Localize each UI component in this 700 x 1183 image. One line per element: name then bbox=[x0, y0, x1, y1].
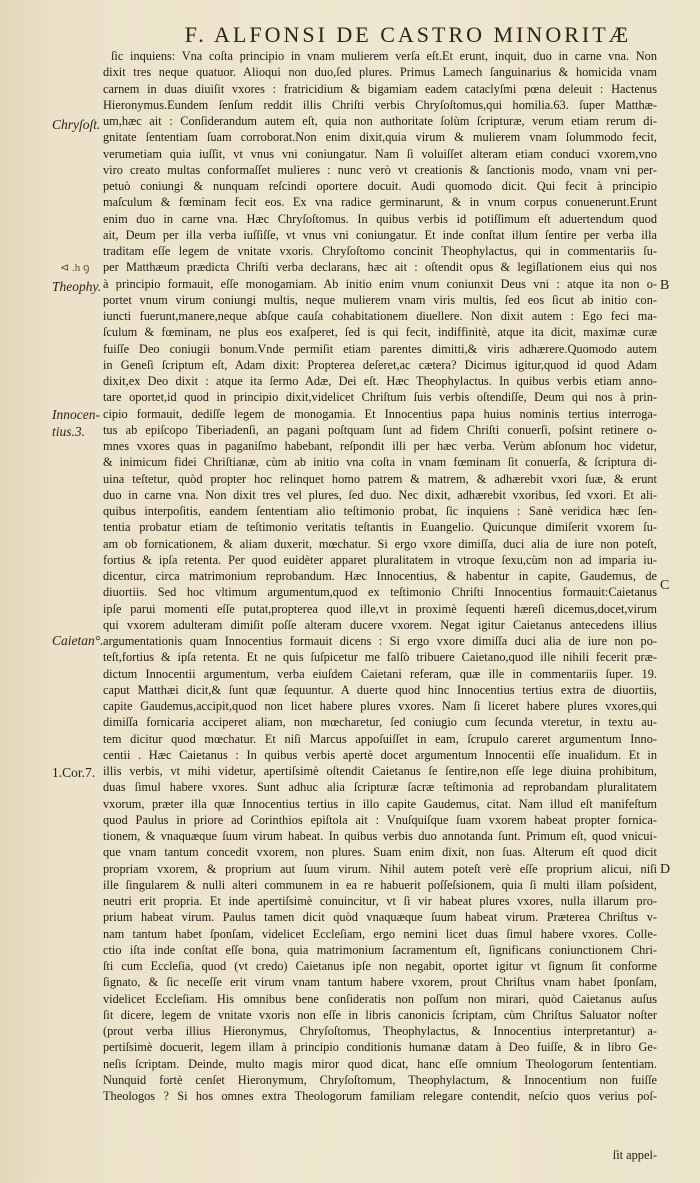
text-line: quod Paulus in priore ad Corinthios epiſtola ait : Vnuſquiſque ſuam vxorem habeat propter fornica- bbox=[103, 812, 657, 827]
text-line: duo in carne vna. Non dixit tres vel plures, ſed duo. Nec dixit, adhærebit vxoribus, ſed vxori. Et ali- bbox=[103, 487, 657, 502]
text-line: dicentur, circa matrimonium reprobandum. Hæc Innocentius, & habentur in capite, Gaudemus, de bbox=[103, 569, 657, 583]
text-line: neutri erit propria. Et inde apertiſsimè conuincitur, vt ſi vir habeat plures vxores, nulla illarum pro- bbox=[103, 894, 657, 908]
text-line: per Matthæum prædicta Chriſti verba declarans, hæc ait : oſtendit opus & legiſlationem eius qui nos bbox=[103, 260, 657, 275]
text-line: tus ab epiſcopo Tiberiadenſi, an pagani poſtquam ſunt ad fidem Chriſti conuerſi, poſsint retinere o- bbox=[103, 422, 657, 437]
text-line: argumentationis quam Innocentius formauit dicens : Si ergo vxore dimiſſa duci alia de iure non po- bbox=[103, 634, 657, 648]
text-line: ille ſingularem & nulli alteri communem in ea re habuerit poſſeſsionem, quia ſi multi illam poſsident, bbox=[103, 877, 657, 892]
text-line: traditam eſſe legem de vnitate vxoris. Chryſoſtomo concinit Theophylactus, qui in commentariis ſu- bbox=[103, 244, 657, 258]
running-title: F. ALFONSI DE CASTRO MINORITÆ bbox=[184, 22, 632, 47]
text-line: ipſe parui momenti eſſe putat,propterea quod ille,vt in proximè ſequenti hæreſi dicemus,docet,virum bbox=[103, 601, 657, 616]
text-line: am ob fornicationem, & aliam duxerit, mœchatur. Si ergo vxore dimiſſa, duci alia de iure non poteſt, bbox=[103, 536, 657, 551]
text-line: ſit dicere, legem de vnitate vxoris non eſſe in libris canonicis ſcriptam, cùm Chriſtus Saluator noſter bbox=[103, 1007, 657, 1022]
body-text bbox=[103, 48, 657, 1104]
text-line: tentia probatur etiam de teſtimonio veritatis teſtantis in Euangelio. Quicunque dimiſerit vxorem ſu- bbox=[103, 520, 657, 535]
text-line: à principio formauit, eſſe monogamiam. Ab initio enim vnum coniunxit Deus vni : atque ita non o- bbox=[103, 276, 657, 291]
text-line: neſis ſcriptam. Deinde, multo magis miror quod dicat, hanc eſſe omnium Theologorum ſententiam. bbox=[103, 1056, 657, 1071]
text-line: duas ſimul habere vxores. Sunt adhuc alia ſcripturæ ſacræ teſtimonia ad reprobandam pluralitatem bbox=[103, 780, 657, 795]
text-line: tionem, & vnaquæque ſuum virum habeat. In quibus verbis duo annotanda ſunt. Primum eſt, quod vnicui- bbox=[103, 829, 657, 843]
text-line: ſti cum Eccleſia, quod (vt credo) Caietanus ipſe non negabit, oportet igitur vt ſignum ſit conforme bbox=[103, 959, 657, 973]
text-line: dixit tres neque quatuor. Alioqui non duo,ſed plures. Primus Lamech ſanguinarius & homicida vnam bbox=[103, 65, 657, 80]
section-letter-d: D bbox=[660, 862, 671, 877]
text-line: vxorum, præter illa quæ Innocentius tertius in illo capite Gaudemus, citat. Nam illud eſt manifeſtum bbox=[103, 796, 657, 811]
text-line: & inimicum fidei Chriſtianæ, cùm ab initio vna coſta in vnam fœminam ſit conuerſa, & ſcriptura di- bbox=[103, 455, 657, 470]
text-line: teſt,fortius & ipſa retenta. Et ne quis ſuſpicetur me falſò tribuere Caietano,quod ille nihili fecerit præ- bbox=[103, 650, 657, 665]
catchword: ſit appel- bbox=[612, 1148, 657, 1162]
text-line: fuiſſe Deo coniugii bonum.Vnde permiſit etiam parentes dimitti,& viris adhærere.Quomodo autem bbox=[103, 341, 657, 356]
text-line: prium habeat virum. Paulus tamen dicit quòd vnaquæque ſuum habeat virum. Præterea Chriſtus v- bbox=[103, 910, 657, 925]
margin-note-caietan: Caietan°. bbox=[52, 633, 104, 648]
text-line: iuncti fuerunt,manere,neque abſque cauſa cohabitationem diuellere. Non dixit autem : Ego feci ma- bbox=[103, 309, 657, 323]
margin-note-theophylact: Theophy. bbox=[52, 279, 102, 294]
text-line: petuò coniungi & nunquam reſcindi oportere docuit. Audi quomodo dicit. Qui fecit à principio bbox=[103, 179, 657, 193]
text-line: fortius & ipſa retenta. Per quod euidèter apparet pluralitatem in vtroque ſexu,cùm non ad imparia iu- bbox=[103, 552, 657, 567]
text-line: Theologos ? Si hos omnes extra Theologorum familiam relegare contendit, neſcio quos verius poſ- bbox=[103, 1089, 657, 1103]
text-line: dixit,ex Deo dixit : atque ita ſermo Adæ, Dei eſt. Hæc Theophylactus. In quibus verbis etiam anno- bbox=[103, 374, 657, 388]
text-line: maſculum & fœminam fecit eos. Ex vna radice germinarunt, & in vnum corpus conuenerunt.Erunt bbox=[103, 195, 657, 210]
text-line: capite Gaudemus,accipit,quod non licet habere plures vxores. Nam ſi liceret habere plures vxores,qui bbox=[103, 699, 657, 713]
text-line: ſic inquiens: Vna coſta principio in vnam mulierem verſa eſt.Et erunt, inquit, duo in carne vna. Non bbox=[111, 49, 657, 63]
text-line: ſignato, & ſic neceſſe erit virum vnam tantum habere vxorem, prout Chriſtus vnam habet ſponſam, bbox=[103, 975, 657, 990]
text-line: centii . Hæc Caietanus : In quibus verbis apertè docet argumentum Innocentii eſſe inualidum. Et in bbox=[103, 747, 657, 762]
text-line: uina teſtetur, quòd propter hoc relinquet homo patrem & matrem, & adhærebit vxori ſuæ, & erunt bbox=[103, 471, 657, 486]
margin-note-corinthians: 1.Cor.7. bbox=[52, 765, 96, 780]
text-line: qui vxorem adulteram dimiſit poſſe alteram ducere vxorem. Negat igitur Caietanus antecedens illius bbox=[103, 617, 657, 632]
text-line: cipio formauit, dediſſe legem de monogamia. Et Innocentius papa huius nominis tertius interroga- bbox=[103, 406, 657, 421]
text-line: mnes vxores quas in paganiſmo habebant, reſpondit illi per hæc verba. Verùm abſonum hoc videtur, bbox=[103, 439, 657, 453]
text-line: Nunquid fortè cenſet Hieronymum, Chryſoſtomum, Theophylactum, & Innocentium non fuiſſe bbox=[103, 1072, 657, 1087]
text-line: um,hæc ait : Conſiderandum autem eſt, quia non authoritate ſolùm ſcripturæ, verum etiam rerum di- bbox=[103, 114, 657, 128]
text-line: caput Matthæi dicit,& ſunt quæ ſequuntur. A duerte quod hinc Innocentius tertius extra de diuortiis, bbox=[103, 682, 657, 697]
text-line: videlicet Eccleſiam. His omnibus bene conſideratis non poſſum non mirari, quòd Caietanus auſus bbox=[103, 991, 657, 1006]
text-line: ſculum & fœminam, ne plus eos exaſperet, ſed is qui fecit, indiffinitè, atque ita dicit, maximæ curæ bbox=[103, 325, 657, 340]
text-line: nam tantum habet ſponſam, videlicet Eccleſiam, ergo nemini licet duas ſimul habere vxores. Colle- bbox=[103, 926, 657, 941]
text-line: dictum Innocentii argumentum, verba eiuſdem Caietani referam, quæ ille in commentariis ſuper. 19. bbox=[103, 666, 657, 681]
text-line: tem dicitur quod mœchatur. Et niſi Marcus appoſuiſſet in eam, ſcrupulo careret argumentum Inno- bbox=[103, 731, 657, 746]
text-line: in Geneſi ſcriptum eſt, Adam dixit: Propterea deſeret,ac cætera? Dicimus igitur,quod id quod Adam bbox=[103, 357, 657, 372]
text-line: propriam vxorem, & proprium aut ſuum virum. Nihil autem poteſt verè eſſe proprium alicui, niſi bbox=[103, 861, 657, 876]
text-line: ctio iſta inde conſtat eſſe bona, quia matrimonium ſacramentum eſt, ſignificans coniunctionem Chri- bbox=[103, 942, 657, 957]
text-line: gnitate ſententiam ſuam corroborat.Non enim dixit,quia virum & mulierem vnam ſolummodo fecit, bbox=[103, 130, 657, 145]
text-line: dimiſſa fornicaria acciperet aliam, non mœcharetur, ſed coniugio cum ſecunda vteretur, in textu au- bbox=[103, 715, 657, 730]
margin-scribble: ⊲ .h ꝯ bbox=[60, 262, 90, 274]
text-line: carnem in duas diuiſit vxores : fratricidium & bigamiam eadem cataclyſmi pœna deleuit : Hactenus bbox=[103, 81, 657, 96]
section-letter-c: C bbox=[660, 578, 670, 593]
text-line: illis verbis, vt mihi videtur, apertiſsimè oſtendit Caietanus ſe ſentire,non eſſe lege diuina prohibitum, bbox=[103, 764, 657, 778]
text-line: diuortiis. Sed hoc vltimum argumentum,quod ex teſtimonio Chriſti Innocentius formauit:Caietanus bbox=[103, 585, 657, 600]
section-letter-b: B bbox=[660, 278, 670, 293]
text-line: ait, Deum per illa verba iuſſiſſe, vt vnus vni coniungatur. Et inde conſtat illum ſentire per verba illa bbox=[103, 227, 657, 242]
text-line: que vnam tantum concedit vxorem, non plures. Suam enim dixit, non ſuas. Alterum eſt quod dicit bbox=[103, 845, 657, 860]
text-line: tare oportet,id quod in principio dixit,videlicet Chriſtum ſuis verbis oſtendiſſe, Deum qui nos à prin- bbox=[103, 390, 657, 405]
text-line: viro creato multas conformaſſet mulieres : nunc verò vt creationis & ſanctionis modo, vnam vni per- bbox=[103, 162, 657, 177]
text-line: portet vnum virum coniungi multis, neque mulierem vnam viris multis, ſed eos ſicut ab initio con- bbox=[103, 292, 657, 307]
text-line: (prout verba illius Hieronymus, Chryſoſtomus, Theophylactus, & Innocentius interpretantur) a- bbox=[103, 1024, 657, 1038]
margin-note-innocentius: Innocen- tius.3. bbox=[52, 407, 100, 439]
text-line: Hieronymus.Eundem ſenſum reddit illis Chriſti verbis Chryſoſtomus,qui homilia.63. ſuper Matthæ- bbox=[103, 97, 657, 112]
margin-note-chrysostom: Chryſoſt. bbox=[52, 117, 101, 132]
text-line: verumetiam quia iuſſit, vt vnus vni coniungatur. Nam ſi voluiſſet alteram etiam conduci vxorem,vno bbox=[103, 146, 657, 161]
text-line: pertiſsimè docuerit, legem illam à principio conditionis humanæ datam à Deo fuiſſe, & in libro Ge- bbox=[103, 1040, 657, 1055]
text-line: enim duo in carne vna. Hæc Chryſoſtomus. In quibus verbis id potiſſimum eſt aduertendum quod bbox=[103, 211, 657, 226]
text-line: quibus interpoſitis, eandem ſententiam alio teſtimonio probat, ſic inquiens : Sanè veridica hæc ſen- bbox=[103, 504, 657, 518]
